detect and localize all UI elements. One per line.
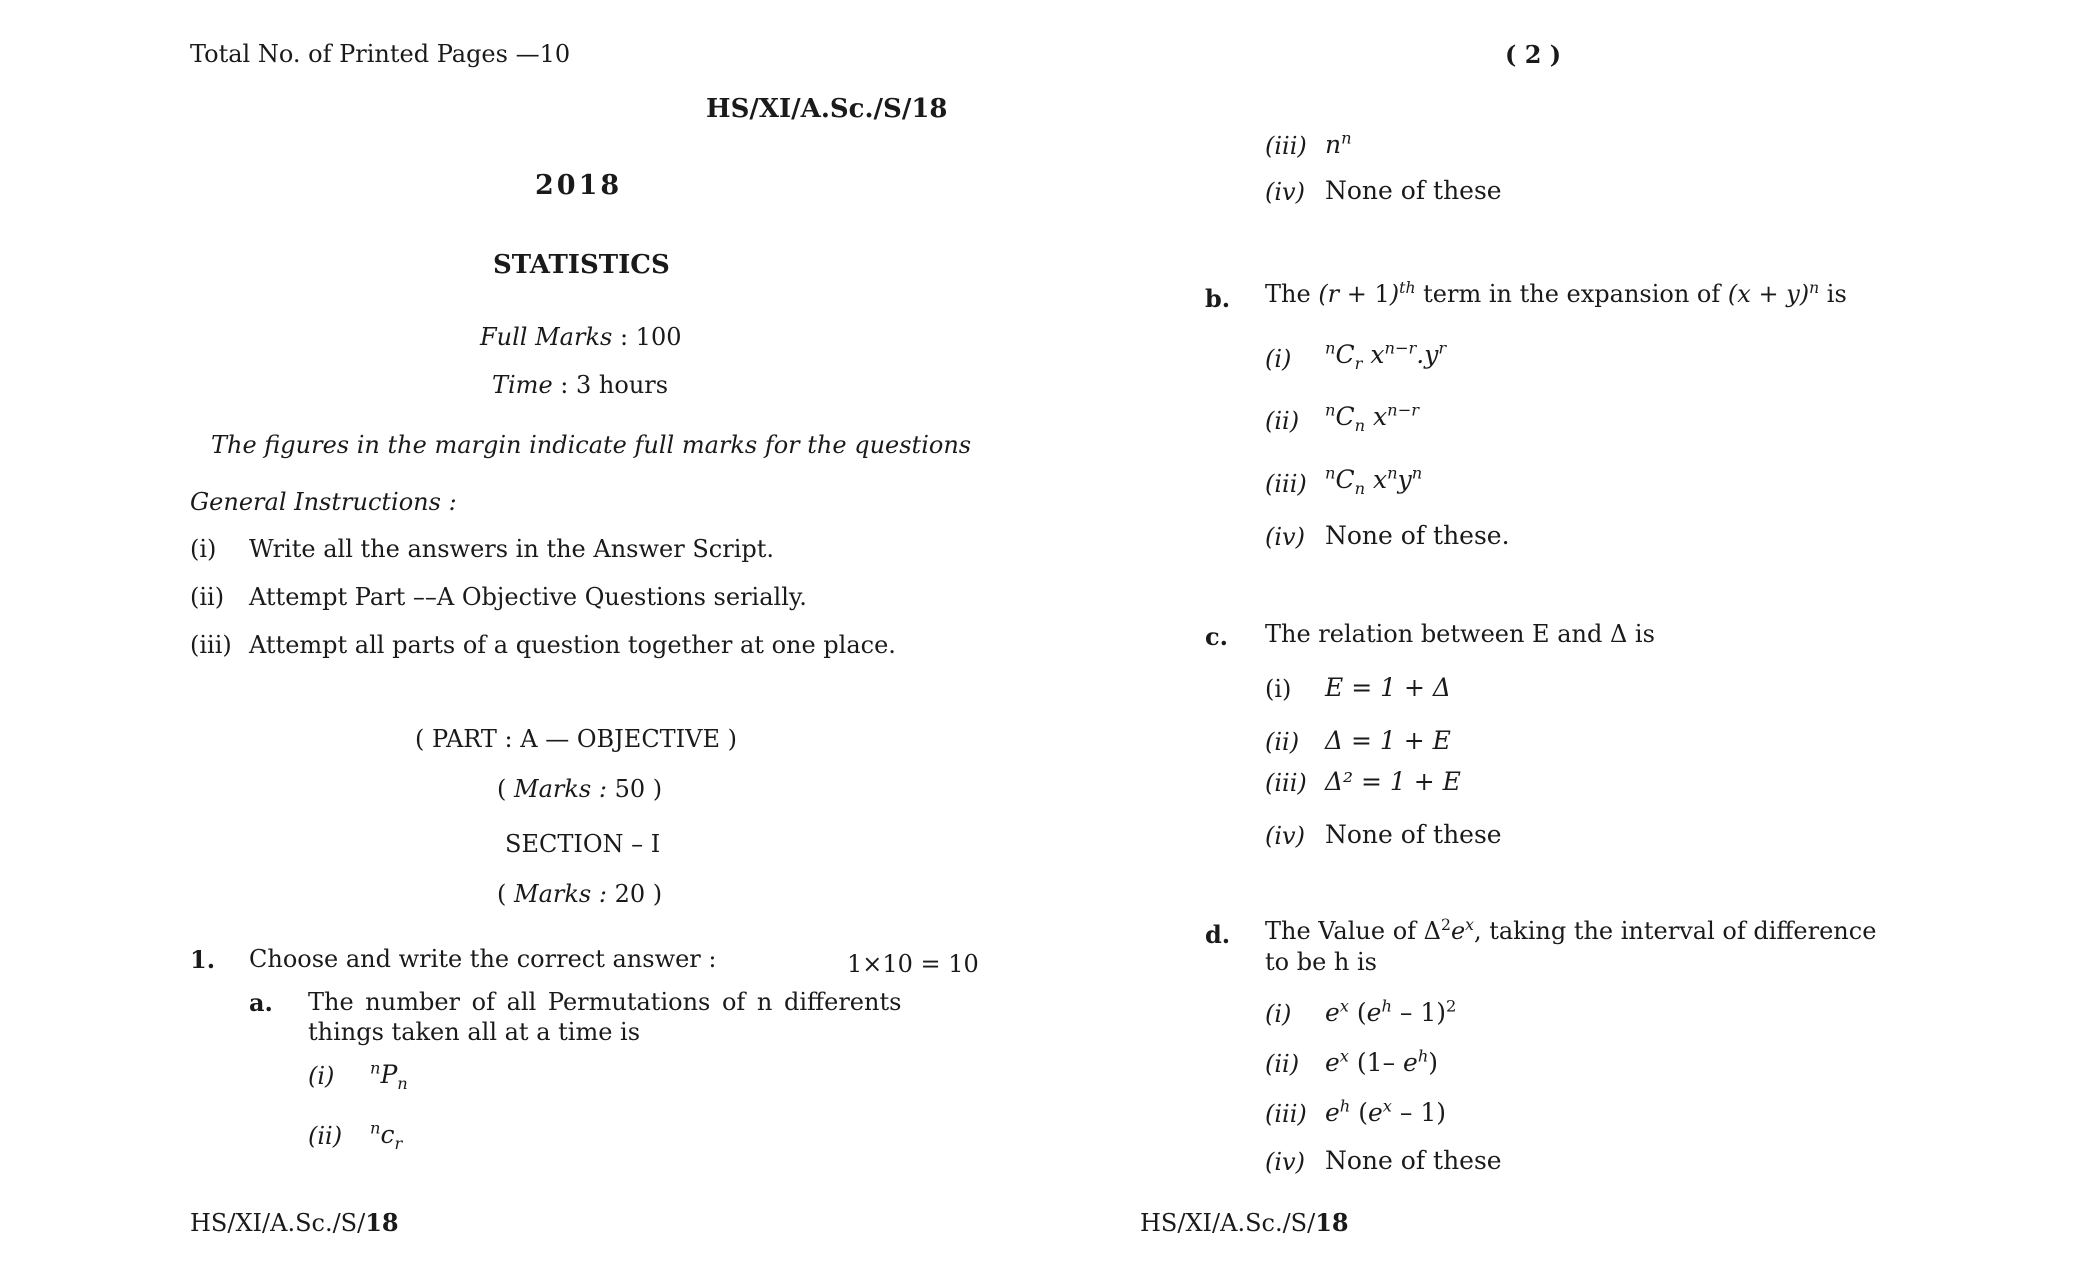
option-npn: $^nP_n$	[370, 1058, 408, 1093]
subquestion-text-line2: things taken all at a time is	[308, 1018, 641, 1046]
margin-note: The figures in the margin indicate full marks for the questions	[211, 431, 972, 459]
qd-expr: $\Delta^2e^x$	[1423, 916, 1474, 945]
option-label: (iv)	[1265, 822, 1305, 850]
option-label: (i)	[1265, 1000, 1292, 1028]
instruction-text: Attempt Part ––A Objective Questions serially.	[249, 583, 807, 611]
section-marks-label: Marks :	[514, 880, 607, 908]
qb-text-mid: term in the expansion of	[1423, 280, 1721, 308]
option-text: None of these.	[1325, 521, 1510, 550]
page-footer	[190, 1208, 399, 1237]
full-marks	[480, 323, 681, 351]
instructions-title: General Instructions :	[190, 488, 457, 516]
subquestion-label: b.	[1205, 284, 1231, 313]
subquestion-text-line2: to be h is	[1265, 948, 1377, 976]
option-label: (iii)	[1265, 1100, 1307, 1128]
footer-code: HS/XI/A.Sc./S/	[1140, 1209, 1316, 1237]
option-text: Δ² = 1 + E	[1325, 767, 1461, 796]
instruction-num: (iii)	[190, 631, 232, 659]
instruction-num: (ii)	[190, 583, 225, 611]
time-label: Time	[492, 371, 553, 399]
option-label: (iii)	[1265, 470, 1307, 498]
option-formula-iii: $e^h$ $(e^x - 1)$	[1325, 1096, 1446, 1127]
qb-binomial-expr: $(x + y)^n$	[1727, 279, 1820, 308]
option-label: (i)	[1265, 345, 1292, 373]
qb-text-post: is	[1826, 280, 1847, 308]
option-ncr: $^nc_r$	[370, 1118, 403, 1153]
option-text: None of these	[1325, 820, 1502, 849]
full-marks-value: : 100	[619, 323, 682, 351]
option-label: (i)	[308, 1062, 335, 1090]
option-formula-i: $e^x$ $(e^h - 1)^2$	[1325, 996, 1457, 1027]
option-formula-i: $^nC_r$ $x^{n-r}.y^r$	[1325, 338, 1447, 373]
subquestion-text-line1: The number of all Permutations of n differents	[308, 988, 902, 1016]
option-text: None of these	[1325, 1146, 1502, 1175]
subquestion-text	[1265, 280, 1847, 308]
qb-text-pre: The	[1265, 280, 1311, 308]
right-page	[1050, 0, 2100, 1275]
option-text: None of these	[1325, 176, 1502, 205]
question-marks: 1×10 = 10	[847, 950, 979, 978]
qd-text-pre: The Value of	[1265, 917, 1417, 945]
option-text: Δ = 1 + E	[1325, 726, 1451, 755]
part-marks-label: Marks :	[514, 775, 607, 803]
time-value: : 3 hours	[560, 371, 669, 399]
option-label: (iii)	[1265, 132, 1307, 160]
printed-pages-header: Total No. of Printed Pages —10	[190, 40, 571, 68]
instruction-text: Attempt all parts of a question together at one place.	[249, 631, 896, 659]
section-marks: ( Marks : 20 )	[497, 880, 663, 908]
section-title: SECTION – I	[505, 830, 661, 858]
option-label: (ii)	[1265, 728, 1300, 756]
option-label: (iv)	[1265, 178, 1305, 206]
section-marks-value: 20	[614, 880, 646, 908]
footer-year: 18	[365, 1208, 399, 1237]
footer-year: 18	[1315, 1208, 1349, 1237]
option-text: E = 1 + Δ	[1325, 673, 1451, 702]
qb-term-expr: $(r + 1)^{th}$	[1318, 279, 1416, 308]
subquestion-label: a.	[249, 988, 273, 1017]
subquestion-label: c.	[1205, 622, 1228, 651]
subquestion-text-line1	[1265, 917, 1876, 945]
option-label: (ii)	[1265, 407, 1300, 435]
part-title: ( PART : A — OBJECTIVE )	[415, 725, 738, 753]
page-number: ( 2 )	[1505, 40, 1562, 69]
subject-title: STATISTICS	[493, 250, 670, 280]
option-formula-ii: $^nC_n$ $x^{n-r}$	[1325, 400, 1419, 435]
instruction-text: Write all the answers in the Answer Script.	[249, 535, 774, 563]
question-number: 1.	[190, 945, 216, 974]
option-label: (ii)	[1265, 1050, 1300, 1078]
option-label: (iv)	[1265, 1148, 1305, 1176]
footer-code: HS/XI/A.Sc./S/	[190, 1209, 366, 1237]
subquestion-label: d.	[1205, 920, 1231, 949]
instruction-num: (i)	[190, 535, 217, 563]
option-label: (i)	[1265, 675, 1292, 703]
subquestion-text: The relation between E and Δ is	[1265, 620, 1655, 648]
qd-text-post: , taking the interval of difference	[1473, 917, 1877, 945]
option-n-power-n: $n^n$	[1325, 128, 1352, 159]
paper-code: HS/XI/A.Sc./S/18	[706, 94, 948, 124]
option-label: (ii)	[308, 1122, 343, 1150]
full-marks-label: Full Marks	[480, 323, 613, 351]
time-allowed	[492, 371, 668, 399]
exam-year: 2018	[535, 170, 623, 201]
part-marks-value: 50	[614, 775, 646, 803]
option-formula-ii: $e^x$ (1– $e^h$)	[1325, 1046, 1439, 1077]
part-marks: ( Marks : 50 )	[497, 775, 663, 803]
page-footer	[1140, 1208, 1349, 1237]
option-label: (iv)	[1265, 523, 1305, 551]
option-formula-iii: $^nC_n$ $x^ny^n$	[1325, 463, 1423, 498]
question-text: Choose and write the correct answer :	[249, 945, 717, 973]
option-label: (iii)	[1265, 769, 1307, 797]
